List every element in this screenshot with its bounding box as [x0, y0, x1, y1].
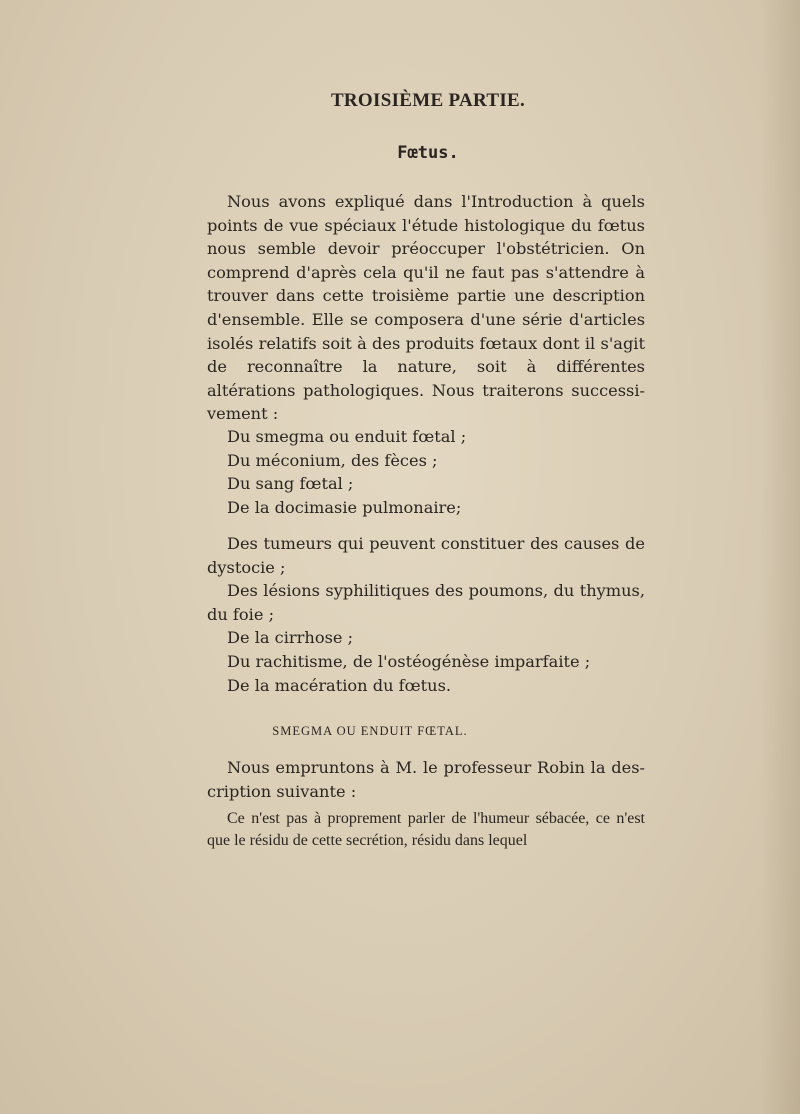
part-title: TROISIÈME PARTIE. — [330, 90, 526, 111]
subheading: SMEGMA OU ENDUIT FŒTAL. — [272, 724, 468, 738]
list-item-sang: Du sang fœtal ; — [227, 474, 354, 494]
list-item-docimasie: De la docimasie pulmonaire; — [227, 497, 462, 517]
list-item-smegma: Du smegma ou enduit fœtal ; — [227, 427, 467, 446]
list-item-lesions: Des lésions syphilitiques des poumons, du thymus, du foie ; — [207, 581, 645, 624]
smegma-block — [207, 756, 645, 803]
list-item-rachitisme: Du rachitisme, de l'ostéogénèse imparfaite ; — [227, 651, 591, 671]
list-item-meconium: Du méconium, des fèces ; — [227, 450, 438, 470]
intro-paragraph: Nous avons expliqué dans l'Introduction à quels points de vue spéciaux l'étude histologique du fœtus nous semble devoir préoccuper l'obstétricien. On comprend d'après cela qu'il ne faut pas s'attendre à trouver dans cette troisième partie une description d'ensemble. Elle se composera d'une série d'articles isolés relatifs soit à des produits fœtaux dont il s'agit de reconnaître la nature, soit à différentes altérations pathologiques. Nous traiterons successi-vement : — [207, 192, 645, 424]
smegma-intro: Nous empruntons à M. le professeur Robin la des-cription suivante : — [207, 758, 645, 801]
list-item-maceration: De la macération du fœtus. — [227, 675, 452, 695]
list-group-1 — [207, 425, 645, 519]
list-item-cirrhose: De la cirrhose ; — [227, 628, 354, 648]
intro-block — [207, 190, 645, 426]
list-item-tumeurs: Des tumeurs qui peuvent constituer des causes de dystocie ; — [207, 534, 645, 577]
quote-text: Ce n'est pas à proprement parler de l'humeur sébacée, ce n'est que le résidu de cette secrétion, résidu dans lequel — [207, 810, 645, 849]
quote-block — [207, 808, 645, 852]
list-group-2 — [207, 532, 645, 697]
page-edge-shadow — [760, 0, 800, 1114]
section-title: Fœtus. — [397, 143, 459, 163]
